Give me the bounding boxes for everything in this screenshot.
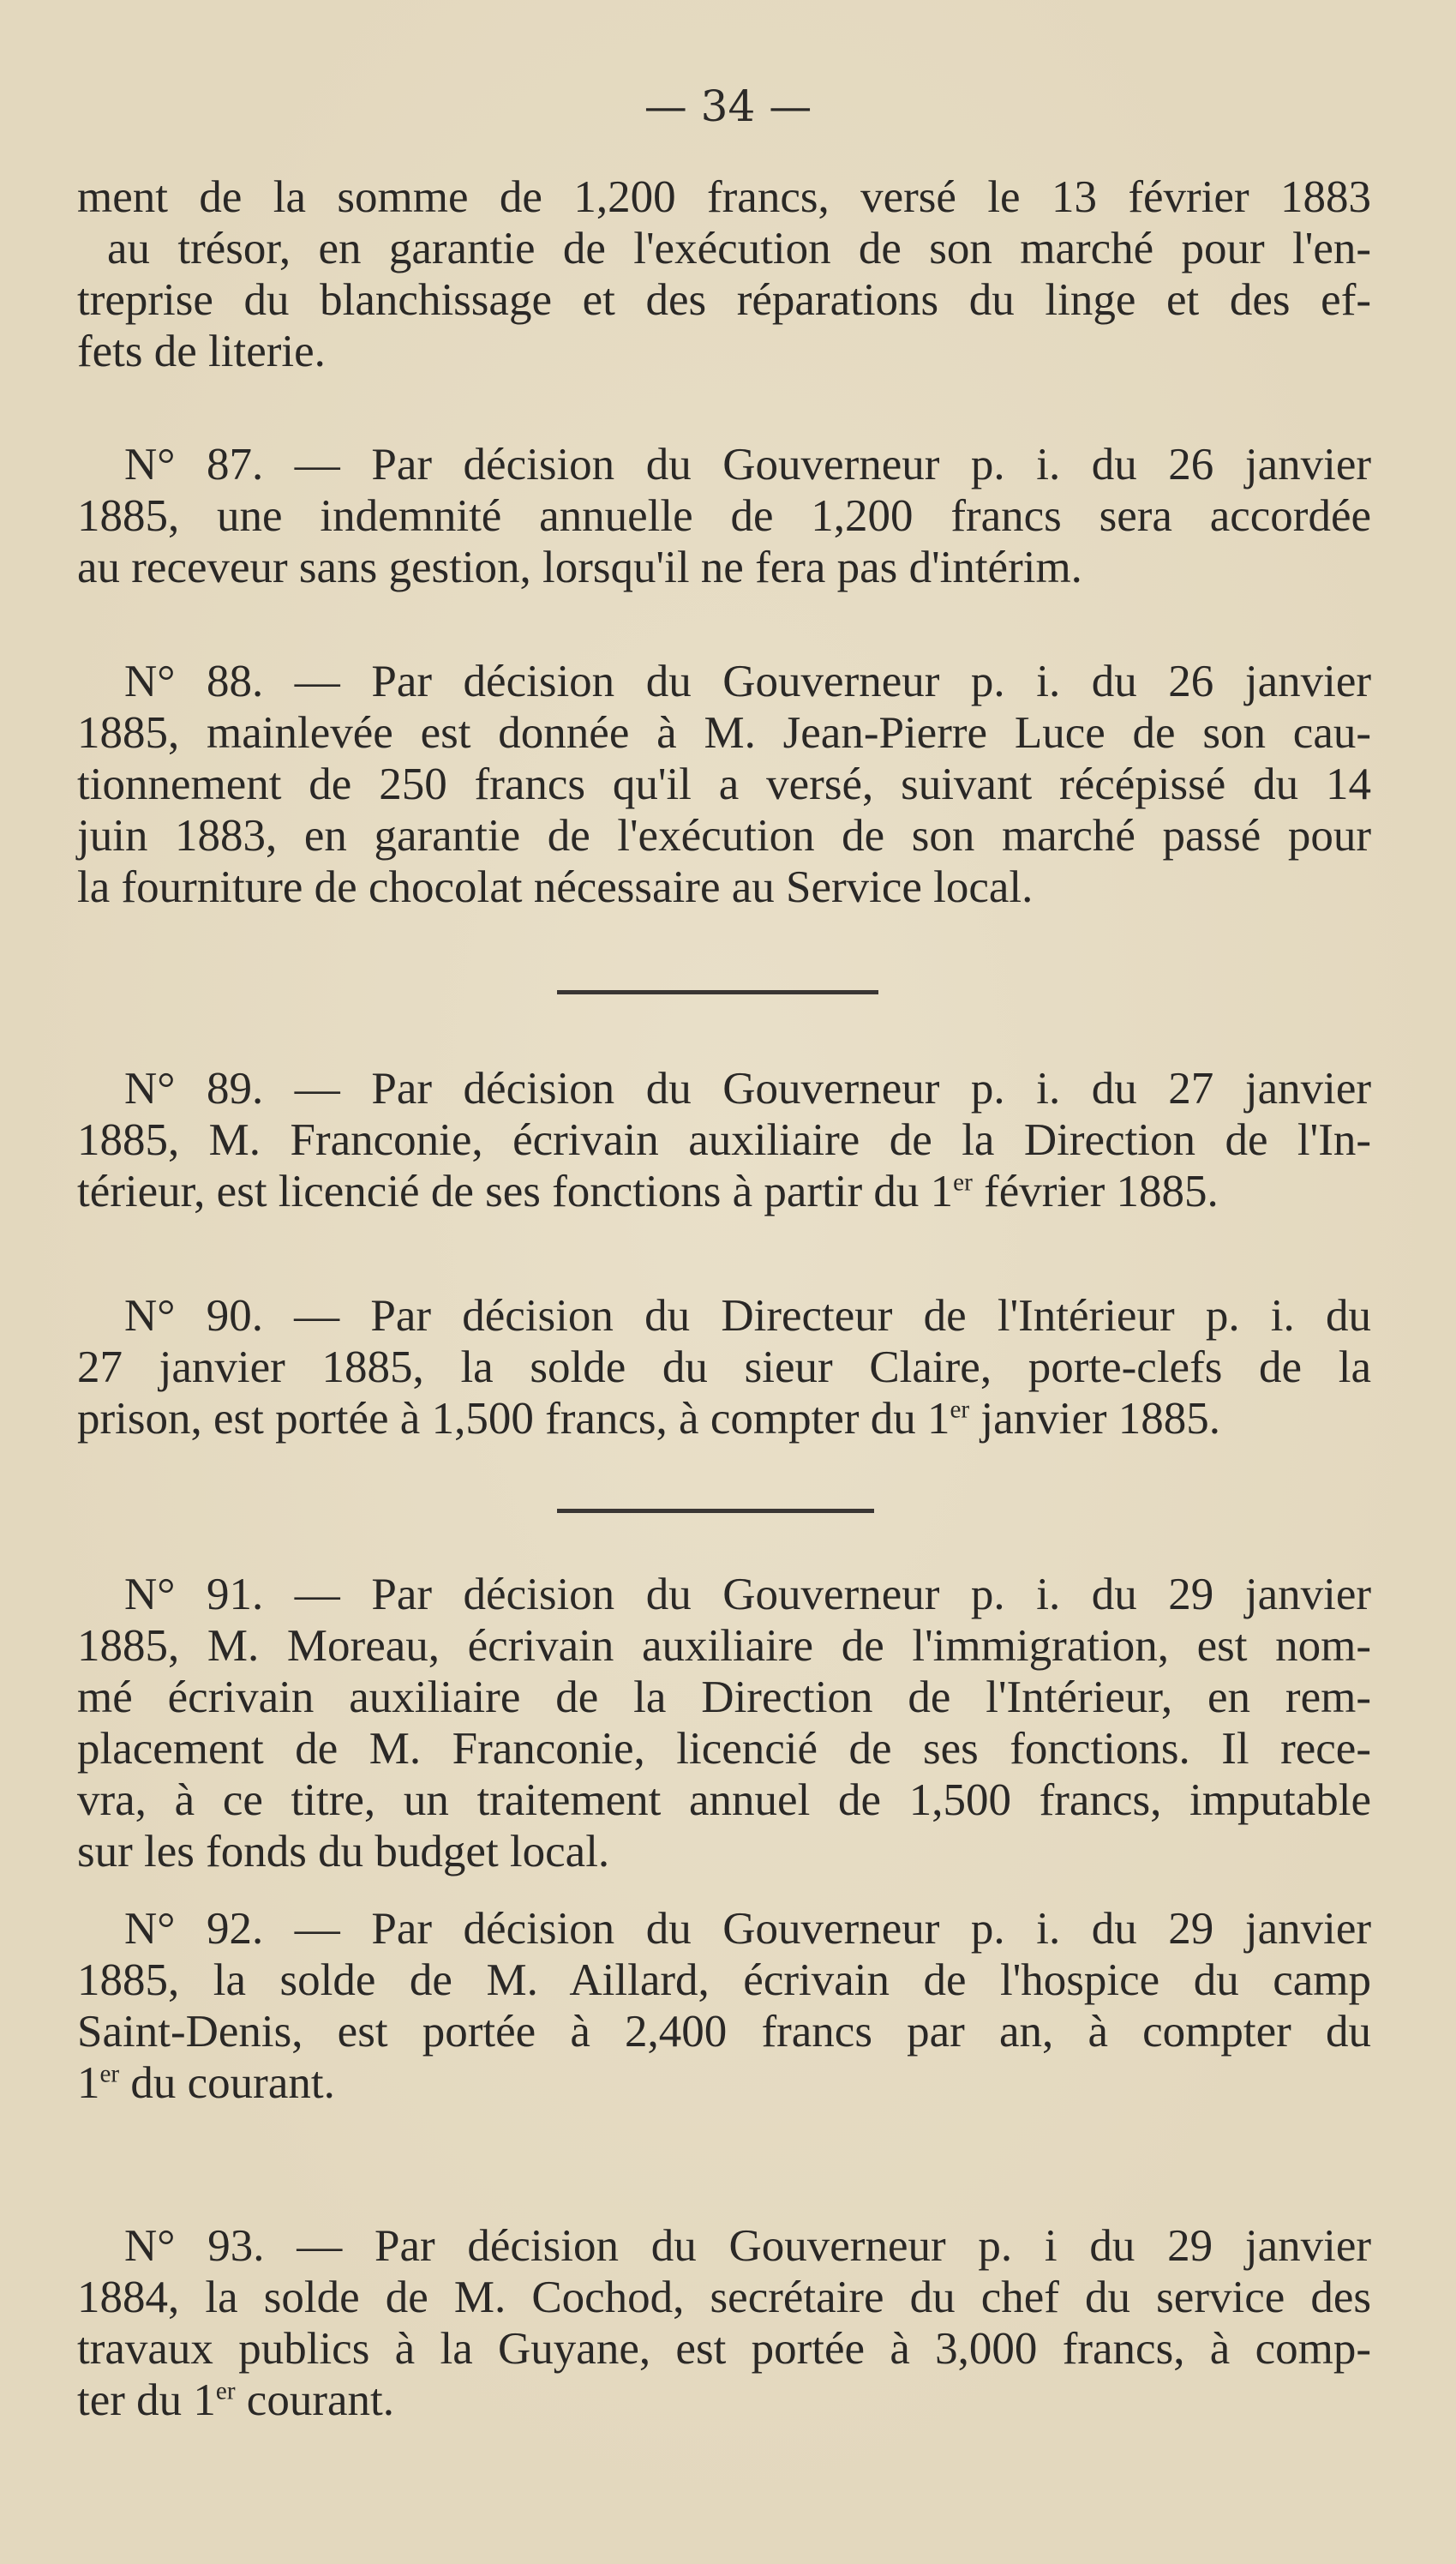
text-line: Saint-Denis, est portée à 2,400 francs par an, à compter du (77, 2007, 1371, 2057)
text-line: travaux publics à la Guyane, est portée à 3,000 francs, à comp- (77, 2324, 1371, 2374)
text-line: 1885, la solde de M. Aillard, écrivain de l'hospice du camp (77, 1955, 1371, 2005)
page-number: — 34 — (644, 81, 812, 131)
text-line: 1884, la solde de M. Cochod, secrétaire du chef du service des (77, 2273, 1371, 2322)
section-divider (557, 990, 878, 994)
paragraph-continuation (77, 171, 1371, 377)
text-line: au receveur sans gestion, lorsqu'il ne fera pas d'intérim. (77, 543, 1082, 592)
text-line: ter du 1er courant. (77, 2375, 394, 2425)
text-line: treprise du blanchissage et des réparations du linge et des ef- (77, 275, 1371, 325)
text-line: 27 janvier 1885, la solde du sieur Claire, porte-clefs de la (77, 1342, 1371, 1392)
paragraph-no-91 (77, 1569, 1371, 1877)
text-line: N° 87. — Par décision du Gouverneur p. i. du 26 janvier (124, 440, 1371, 489)
text-line: 1885, une indemnité annuelle de 1,200 francs sera accordée (77, 491, 1371, 541)
text-line: N° 91. — Par décision du Gouverneur p. i. du 29 janvier (124, 1570, 1371, 1619)
text-line: ment de la somme de 1,200 francs, versé le 13 février 1883 (77, 172, 1371, 222)
text-line: 1er du courant. (77, 2058, 335, 2108)
text-line: N° 90. — Par décision du Directeur de l'Intérieur p. i. du (124, 1291, 1371, 1341)
text-line: 1885, M. Moreau, écrivain auxiliaire de l'immigration, est nom- (77, 1621, 1371, 1671)
text-line: au trésor, en garantie de l'exécution de son marché pour l'en- (107, 224, 1371, 273)
paragraph-no-89 (77, 1063, 1371, 1217)
text-line: placement de M. Franconie, licencié de ses fonctions. Il rece- (77, 1724, 1371, 1774)
paragraph-no-90 (77, 1290, 1371, 1444)
text-line: prison, est portée à 1,500 francs, à compter du 1er janvier 1885. (77, 1394, 1221, 1444)
text-line: 1885, M. Franconie, écrivain auxiliaire de la Direction de l'In- (77, 1115, 1371, 1165)
text-line: tionnement de 250 francs qu'il a versé, suivant récépissé du 14 (77, 760, 1371, 809)
paragraph-no-92 (77, 1903, 1371, 2109)
text-line: vra, à ce titre, un traitement annuel de 1,500 francs, imputable (77, 1775, 1371, 1825)
text-line: N° 88. — Par décision du Gouverneur p. i. du 26 janvier (124, 657, 1371, 706)
paragraph-no-93 (77, 2220, 1371, 2426)
text-line: N° 92. — Par décision du Gouverneur p. i. du 29 janvier (124, 1904, 1371, 1954)
paragraph-no-88 (77, 656, 1371, 913)
text-line: mé écrivain auxiliaire de la Direction de l'Intérieur, en rem- (77, 1672, 1371, 1722)
text-line: N° 93. — Par décision du Gouverneur p. i du 29 janvier (124, 2221, 1371, 2271)
text-line: juin 1883, en garantie de l'exécution de son marché passé pour (77, 811, 1371, 861)
text-line: N° 89. — Par décision du Gouverneur p. i. du 27 janvier (124, 1064, 1371, 1114)
text-line: sur les fonds du budget local. (77, 1827, 610, 1876)
text-line: 1885, mainlevée est donnée à M. Jean-Pierre Luce de son cau- (77, 708, 1371, 758)
text-line: térieur, est licencié de ses fonctions à partir du 1er février 1885. (77, 1167, 1219, 1216)
paragraph-no-87 (77, 439, 1371, 593)
text-line: la fourniture de chocolat nécessaire au Service local. (77, 862, 1034, 912)
text-line: fets de literie. (77, 327, 326, 376)
section-divider (557, 1509, 874, 1513)
